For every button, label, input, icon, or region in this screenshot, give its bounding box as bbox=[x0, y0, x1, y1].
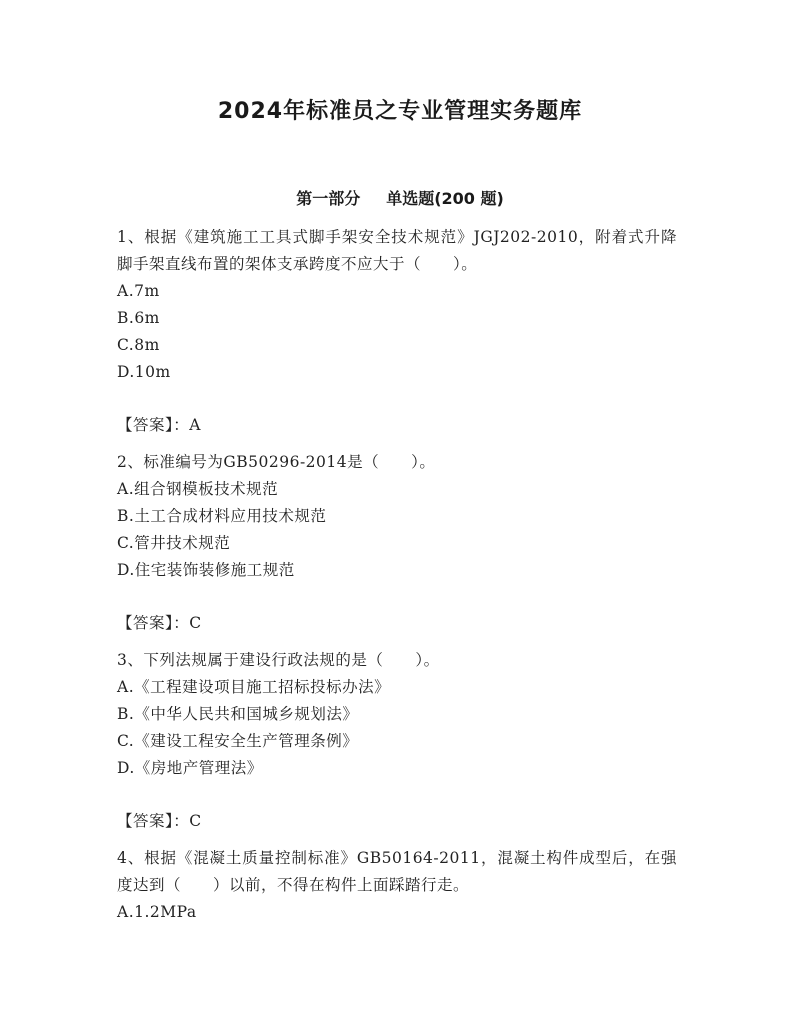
question-stem: 3、下列法规属于建设行政法规的是（ ）。 bbox=[117, 651, 440, 669]
option-d: D.《房地产管理法》 bbox=[117, 759, 263, 777]
document-title: 2024年标准员之专业管理实务题库 bbox=[217, 99, 583, 124]
option-a: A.7m bbox=[117, 282, 160, 300]
option-b: B.土工合成材料应用技术规范 bbox=[117, 507, 327, 525]
section-heading bbox=[0, 186, 800, 209]
option-a: A.组合钢模板技术规范 bbox=[117, 480, 279, 498]
question-item bbox=[117, 647, 677, 835]
answer-line: 【答案】：C bbox=[117, 614, 202, 632]
option-a: A.《工程建设项目施工招标投标办法》 bbox=[117, 678, 391, 696]
question-list bbox=[117, 224, 677, 926]
question-item bbox=[117, 845, 677, 926]
question-stem: 4、根据《混凝土质量控制标准》GB50164-2011，混凝土构件成型后，在强度达到（ ）以前，不得在构件上面踩踏行走。 bbox=[117, 849, 677, 894]
option-d: D.10m bbox=[117, 363, 171, 381]
option-b: B.《中华人民共和国城乡规划法》 bbox=[117, 705, 359, 723]
option-b: B.6m bbox=[117, 309, 160, 327]
option-c: C.8m bbox=[117, 336, 160, 354]
section-part: 第一部分 bbox=[296, 189, 361, 208]
option-d: D.住宅装饰装修施工规范 bbox=[117, 561, 295, 579]
answer-line: 【答案】：A bbox=[117, 416, 201, 434]
question-item bbox=[117, 449, 677, 637]
answer-line: 【答案】：C bbox=[117, 812, 202, 830]
question-item bbox=[117, 224, 677, 439]
section-name: 单选题(200 题) bbox=[386, 189, 504, 208]
option-c: C.《建设工程安全生产管理条例》 bbox=[117, 732, 359, 750]
option-a: A.1.2MPa bbox=[117, 903, 197, 921]
question-stem: 1、根据《建筑施工工具式脚手架安全技术规范》JGJ202-2010，附着式升降脚手架直线布置的架体支承跨度不应大于（ ）。 bbox=[117, 228, 677, 273]
question-stem: 2、标准编号为GB50296-2014是（ ）。 bbox=[117, 453, 436, 471]
option-c: C.管井技术规范 bbox=[117, 534, 231, 552]
